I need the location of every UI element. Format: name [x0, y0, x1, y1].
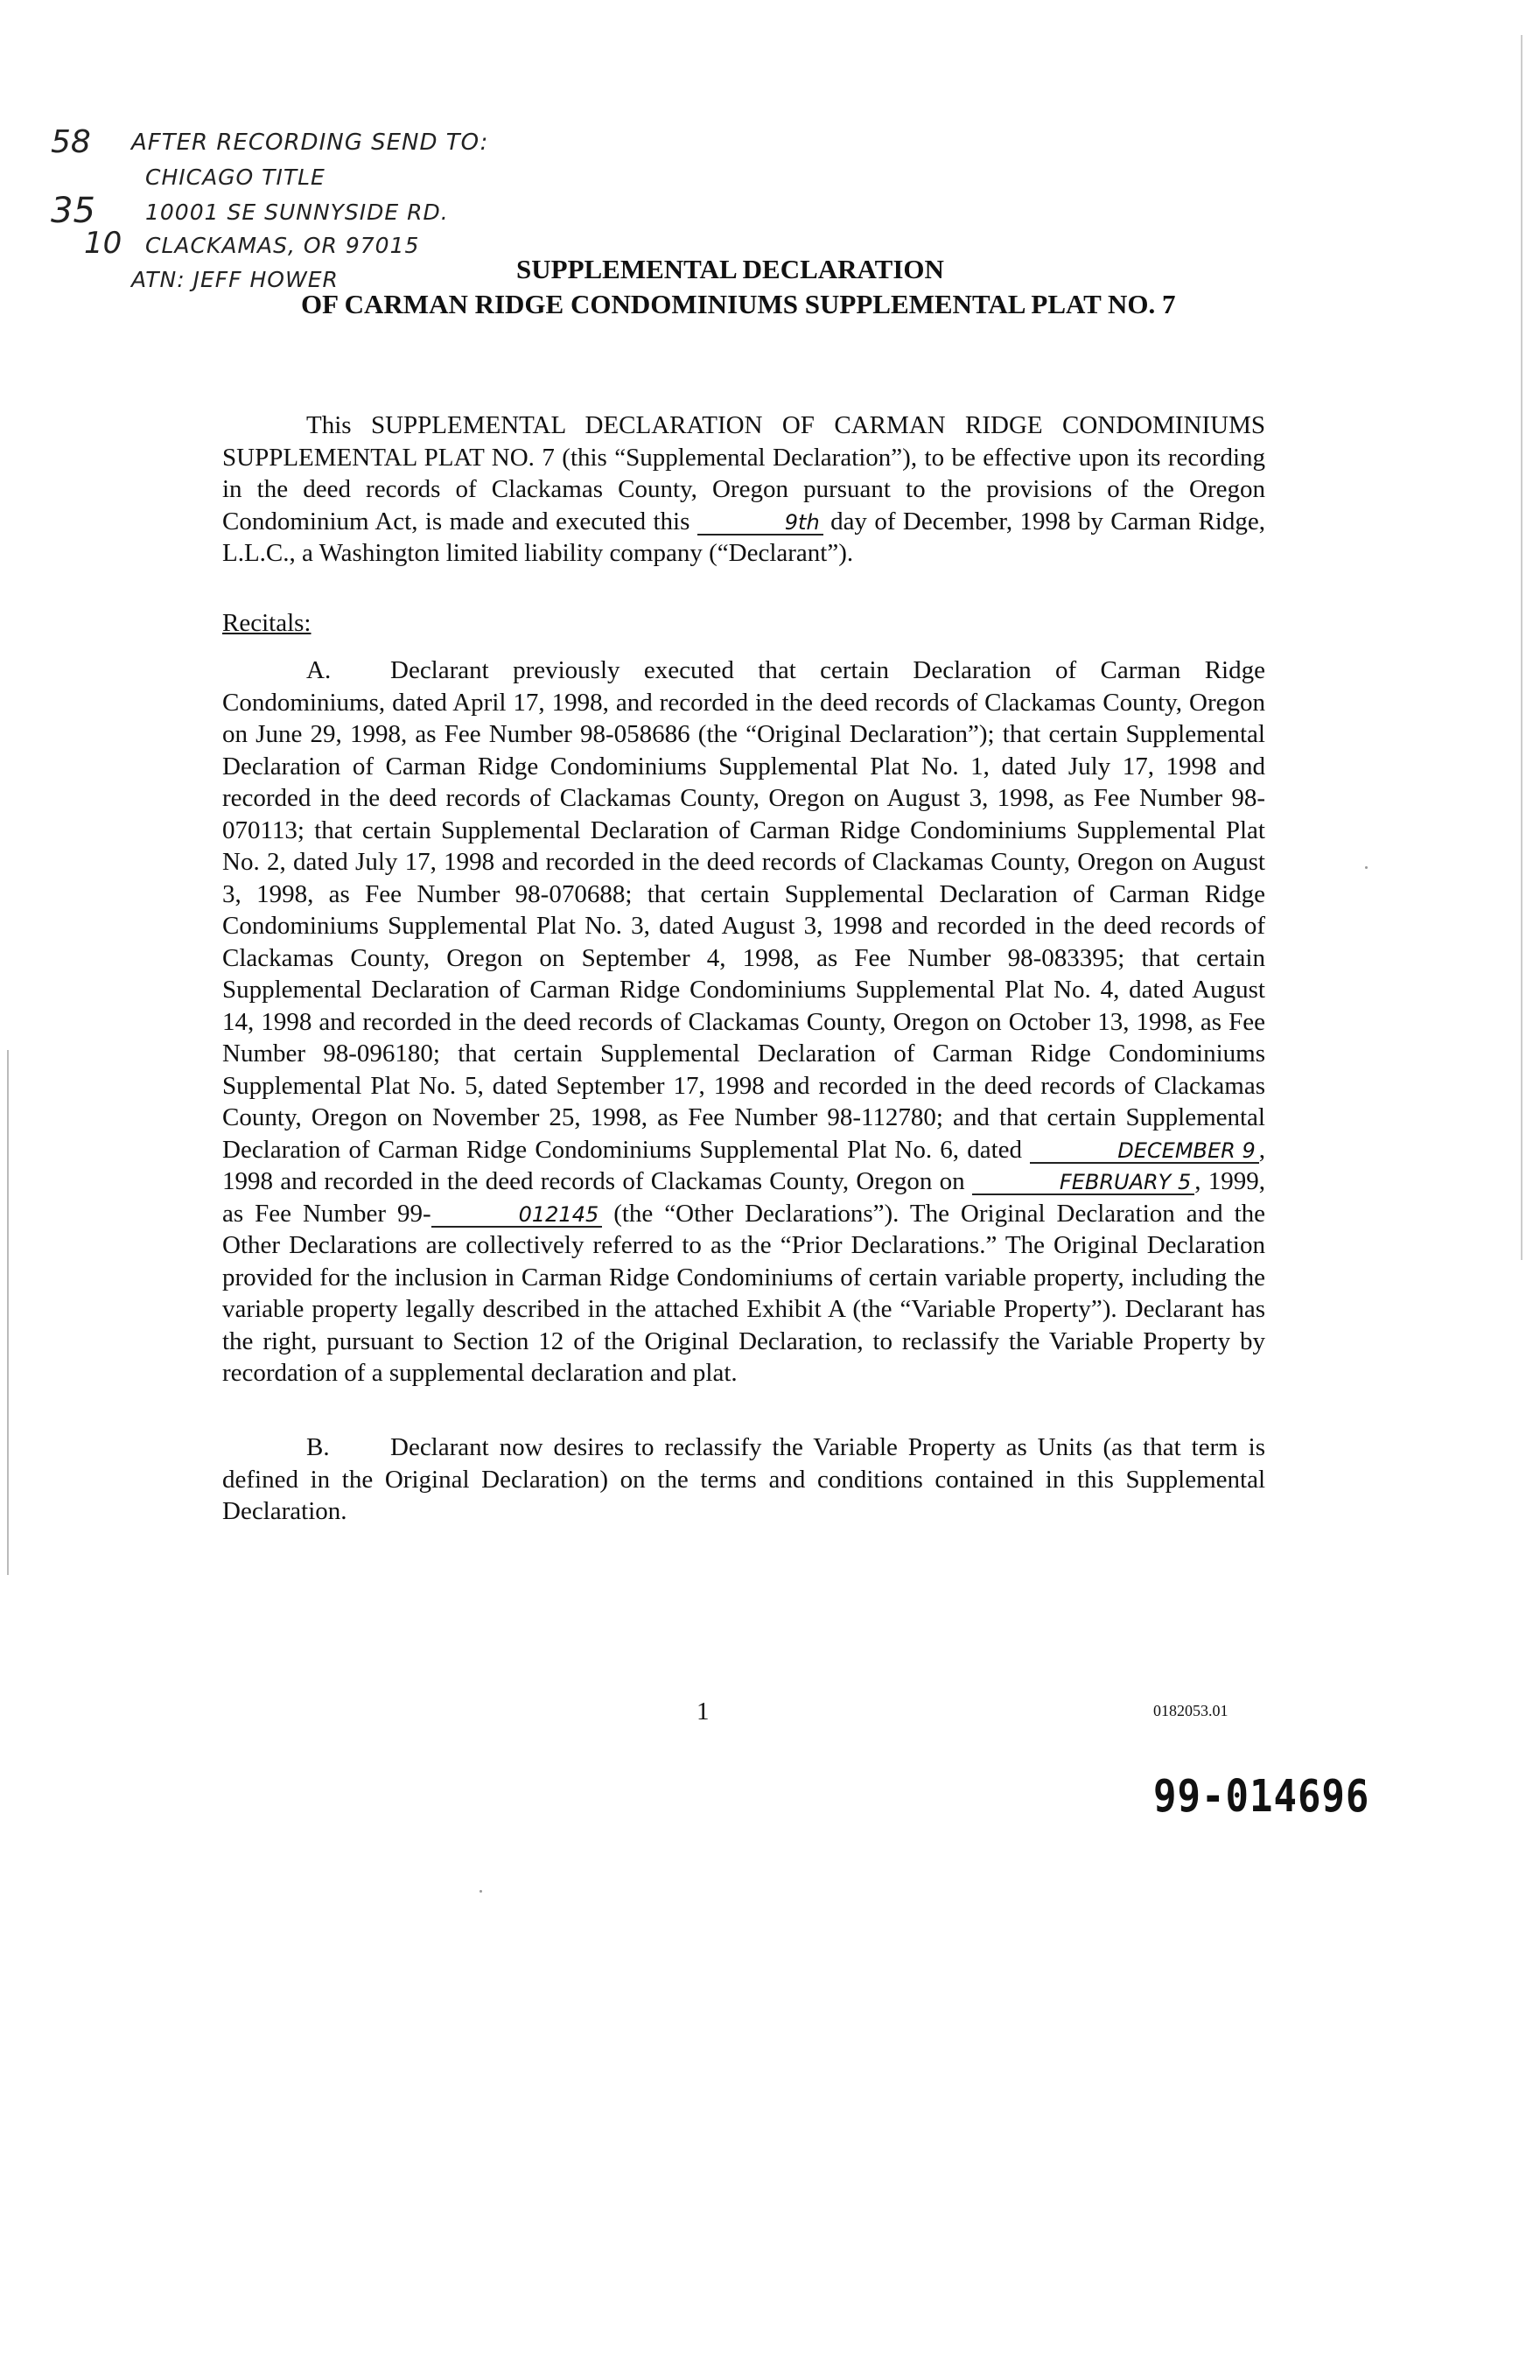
document-code: 0182053.01	[1153, 1702, 1228, 1719]
recording-stamp-number: 99-014696	[1153, 1771, 1370, 1823]
return-address-line: ATN: JEFF HOWER	[131, 267, 339, 292]
recitals-heading: Recitals:	[222, 609, 312, 637]
recital-a-paragraph	[222, 654, 1265, 1390]
recital-a-text: (the “Other Declarations”). The Original Declaration and the Other Declarations are collectively referred to as the “Prior Declarations.” The Original Declaration provided for the inclusion in Carman Ridge Condominiums of certain variable property, including the variable property legally described in the attached Exhibit A (the “Variable Property”). Declarant has the right, pursuant to Section 12 of the Original Declaration, to reclassify the Variable Property by recordation of a supplemental declaration and plat.	[222, 1199, 1266, 1387]
return-address-line: CHICAGO TITLE	[145, 164, 326, 190]
intro-text-end: day of December, 1998 by Carman Ridge, L.L.C., a Washington limited liability company (“Declarant”).	[222, 507, 1265, 567]
return-address-line: 10001 SE SUNNYSIDE RD.	[145, 200, 449, 225]
margin-note-10: 10	[84, 226, 122, 261]
day-blank: 9th	[697, 511, 823, 536]
intro-paragraph	[222, 410, 1265, 570]
other-declaration-date-blank: DECEMBER 9	[1030, 1139, 1258, 1164]
recital-b-label: B.	[306, 1433, 330, 1461]
fee-number-blank: 012145	[431, 1203, 603, 1228]
recital-b-paragraph	[222, 1432, 1265, 1528]
recorded-date-blank: FEBRUARY 5	[972, 1171, 1194, 1195]
recital-a-text: , 1999, as Fee Number 99-	[222, 1167, 1266, 1228]
recital-a-label: A.	[306, 656, 332, 684]
document-title-line1: SUPPLEMENTAL DECLARATION	[516, 254, 944, 284]
return-address-line: AFTER RECORDING SEND TO:	[131, 130, 489, 156]
intro-text: This SUPPLEMENTAL DECLARATION OF CARMAN RIDGE CONDOMINIUMS SUPPLEMENTAL PLAT NO. 7 (this “Supplemental Declaration”), to be effective upon its recording in the deed records of Clackamas County, Oregon pursuant to the provisions of the Oregon Condominium Act, is made and executed this	[222, 411, 1265, 536]
margin-note-35: 35	[51, 191, 95, 231]
recital-a-text: , 1998 and recorded in the deed records of Clackamas County, Oregon on	[222, 1135, 1265, 1195]
scan-edge-right	[1521, 35, 1522, 1260]
recital-a-text: Declarant previously executed that certain Declaration of Carman Ridge Condominiums, dated April 17, 1998, and recorded in the deed records of Clackamas County, Oregon on June 29, 1998, as Fee Number 98-058686 (the “Original Declaration”); that certain Supplemental Declaration of Carman Ridge Condominiums Supplemental Plat No. 1, dated July 17, 1998 and recorded in the deed records of Clackamas County, Oregon on August 3, 1998, as Fee Number 98-070113; that certain Supplemental Declaration of Carman Ridge Condominiums Supplemental Plat No. 2, dated July 17, 1998 and recorded in the deed records of Clackamas County, Oregon on August 3, 1998, as Fee Number 98-070688; that certain Supplemental Declaration of Carman Ridge Condominiums Supplemental Plat No. 3, dated August 3, 1998 and recorded in the deed records of Clackamas County, Oregon on September 4, 1998, as Fee Number 98-083395; that certain Supplemental Declaration of Carman Ridge Condominiums Supplemental Plat No. 4, dated August 14, 1998 and recorded in the deed records of Clackamas County, Oregon on October 13, 1998, as Fee Number 98-096180; that certain Supplemental Declaration of Carman Ridge Condominiums Supplemental Plat No. 5, dated September 17, 1998 and recorded in the deed records of Clackamas County, Oregon on November 25, 1998, as Fee Number 98-112780; and that certain Supplemental Declaration of Carman Ridge Condominiums Supplemental Plat No. 6, dated	[222, 656, 1265, 1164]
document-title-line2: OF CARMAN RIDGE CONDOMINIUMS SUPPLEMENTAL PLAT NO. 7	[301, 289, 1176, 319]
scan-speck	[480, 1890, 482, 1893]
return-address-line: CLACKAMAS, OR 97015	[145, 233, 420, 258]
scan-edge-left	[7, 1050, 9, 1575]
scan-speck	[1365, 866, 1368, 869]
margin-note-58: 58	[51, 124, 91, 160]
page-number: 1	[696, 1698, 710, 1726]
recital-b-text: Declarant now desires to reclassify the Variable Property as Units (as that term is defined in the Original Declaration) on the terms and conditions contained in this Supplemental Declaration.	[222, 1433, 1265, 1525]
